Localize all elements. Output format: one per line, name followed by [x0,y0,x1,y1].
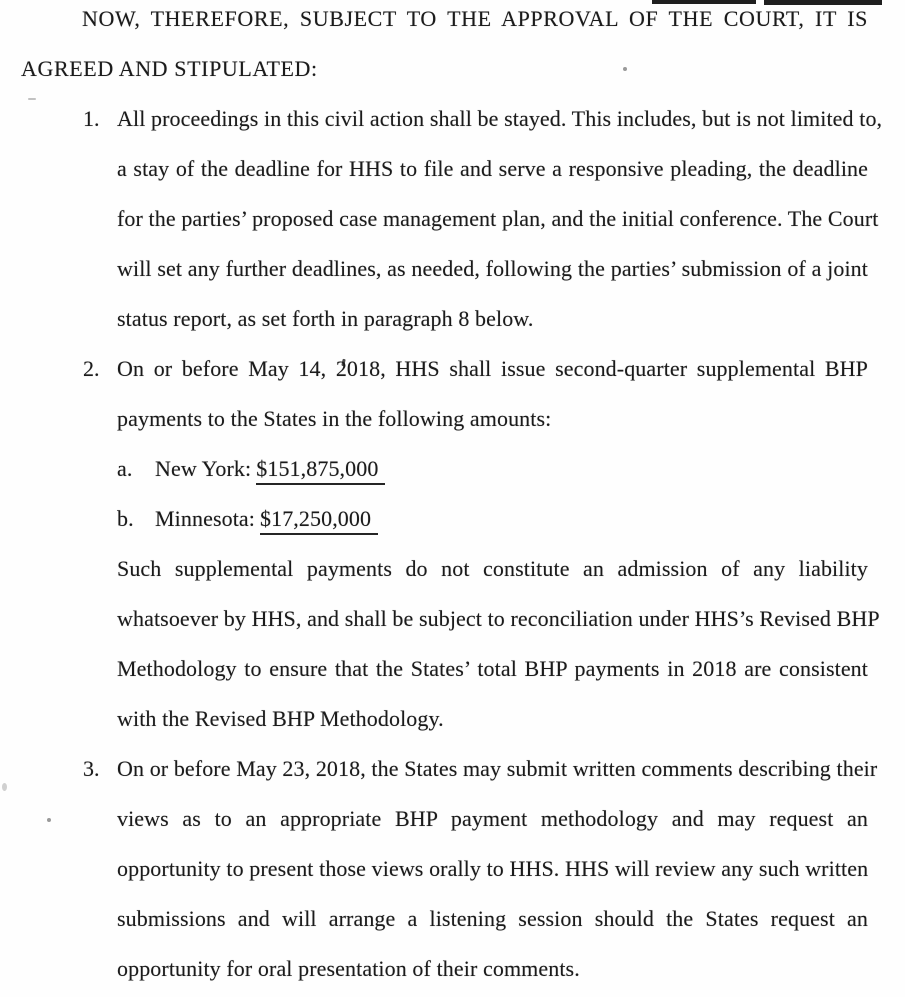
paragraph-line: All proceedings in this civil action shall be stayed. This includes, but is not limited to, [117,106,883,131]
opening-paragraph-line: AGREED AND STIPULATED: [21,56,318,81]
paragraph-line: a stay of the deadline for HHS to file and serve a responsive pleading, the deadline [117,156,868,181]
numbered-item-2 [83,344,880,744]
payment-amount-underlined: $151,875,000 [256,456,385,485]
scan-artifact-top-bar [652,0,756,4]
sub-item-label: New York: [155,456,252,481]
paragraph-line: will set any further deadlines, as needed, following the parties’ submission of a joint [117,256,868,281]
scan-artifact-top-bar [764,0,882,5]
paragraph-line: status report, as set forth in paragraph 8 below. [117,306,534,331]
paragraph-line: with the Revised BHP Methodology. [117,706,444,731]
numbered-item-3 [83,744,878,994]
paragraph-line: On or before May 23, 2018, the States may submit written comments describing their [117,756,878,781]
paragraph-line: submissions and will arrange a listening session should the States request an [117,906,868,931]
paragraph-line: whatsoever by HHS, and shall be subject to reconciliation under HHS’s Revised BHP [117,606,880,631]
paragraph-line: opportunity for oral presentation of their comments. [117,956,580,981]
paragraph-line: On or before May 14, 2018, HHS shall issue second-quarter supplemental BHP [117,356,868,381]
sub-item-a [117,444,868,494]
sub-item-marker: a. [117,456,133,481]
payment-amount-underlined: $17,250,000 [260,506,378,535]
paragraph-line: payments to the States in the following amounts: [117,406,552,431]
opening-paragraph-line: NOW, THEREFORE, SUBJECT TO THE APPROVAL OF THE COURT, IT IS [82,6,868,31]
document-body [21,0,883,994]
sub-item-label: Minnesota: [155,506,255,531]
item-number: 1. [83,106,100,131]
sub-item-b [117,494,868,544]
sub-item-marker: b. [117,506,134,531]
numbered-item-1 [83,94,883,344]
paragraph-line: Methodology to ensure that the States’ total BHP payments in 2018 are consistent [117,656,868,681]
paragraph-line: Such supplemental payments do not constitute an admission of any liability [117,556,868,581]
paragraph-line: for the parties’ proposed case management plan, and the initial conference. The Court [117,206,879,231]
scan-speck [47,818,51,822]
item-number: 3. [83,756,100,781]
scan-speck [28,98,36,100]
scan-speck [623,67,627,71]
scan-speck [2,783,7,791]
item-number: 2. [83,356,100,381]
paragraph-line: opportunity to present those views orally to HHS. HHS will review any such written [117,856,869,881]
paragraph-line: views as to an appropriate BHP payment methodology and may request an [117,806,868,831]
